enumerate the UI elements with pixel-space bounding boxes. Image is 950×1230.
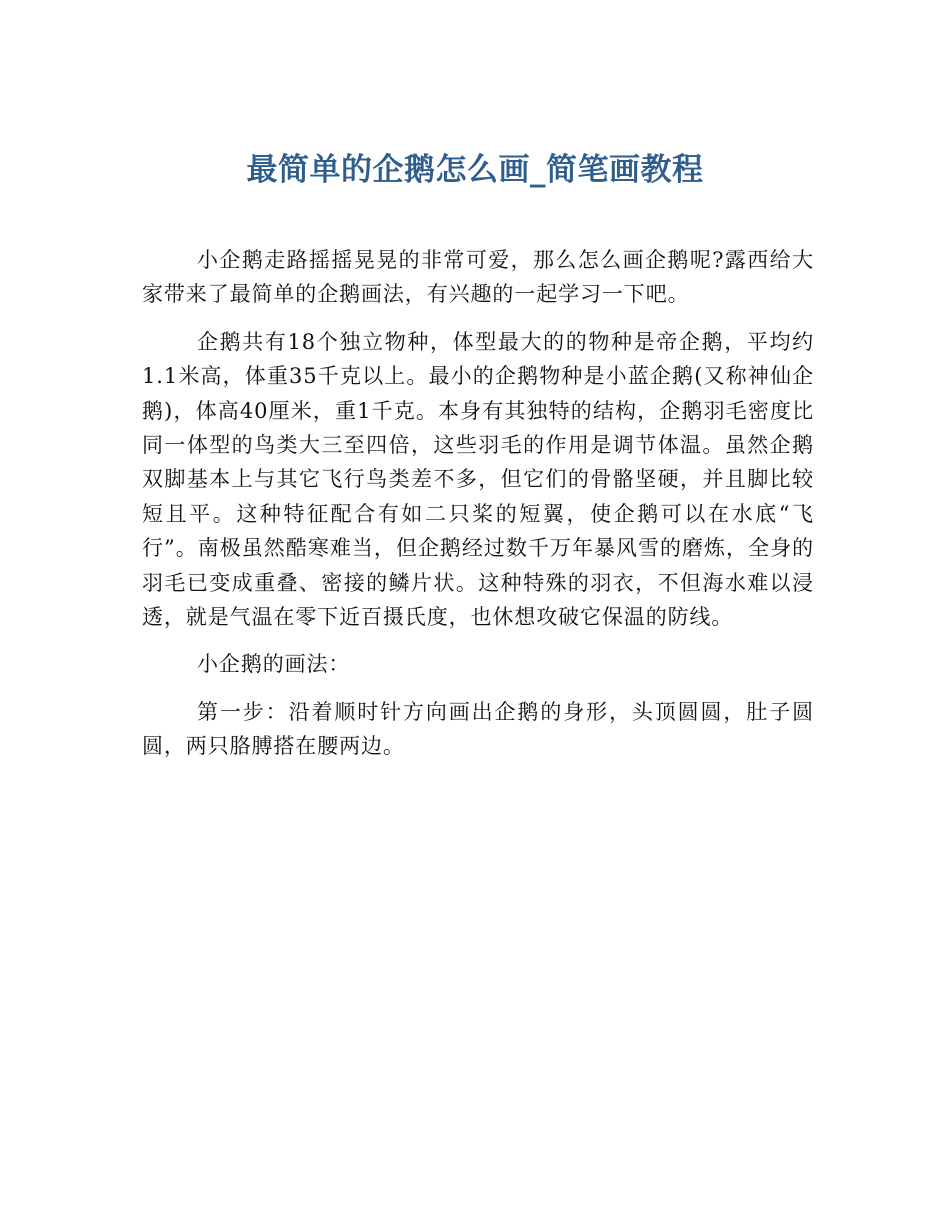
paragraph-step-one: 第一步：沿着顺时针方向画出企鹅的身形，头顶圆圆，肚子圆圆，两只胳膊搭在腰两边。	[142, 699, 814, 759]
paragraph-drawing-heading: 小企鹅的画法：	[197, 652, 351, 677]
document-title: 最简单的企鹅怎么画_简笔画教程	[246, 152, 704, 188]
paragraph-intro: 小企鹅走路摇摇晃晃的非常可爱，那么怎么画企鹅呢?露西给大家带来了最简单的企鹅画法，有兴趣的一起学习一下吧。	[142, 248, 814, 307]
document-body	[142, 243, 814, 777]
paragraph-penguin-facts: 企鹅共有18个独立物种，体型最大的的物种是帝企鹅，平均约1.1米高，体重35千克以上。最小的企鹅物种是小蓝企鹅(又称神仙企鹅)，体高40厘米，重1千克。本身有其独特的结构，企鹅羽毛密度比同一体型的鸟类大三至四倍，这些羽毛的作用是调节体温。虽然企鹅双脚基本上与其它飞行鸟类差不多，但它们的骨骼坚硬，并且脚比较短且平。这种特征配合有如二只桨的短翼，使企鹅可以在水底“飞行”。南极虽然酷寒难当，但企鹅经过数千万年暴风雪的磨炼，全身的羽毛已变成重叠、密接的鳞片状。这种特殊的羽衣，不但海水难以浸透，就是气温在零下近百摄氏度，也休想攻破它保温的防线。	[142, 329, 814, 630]
